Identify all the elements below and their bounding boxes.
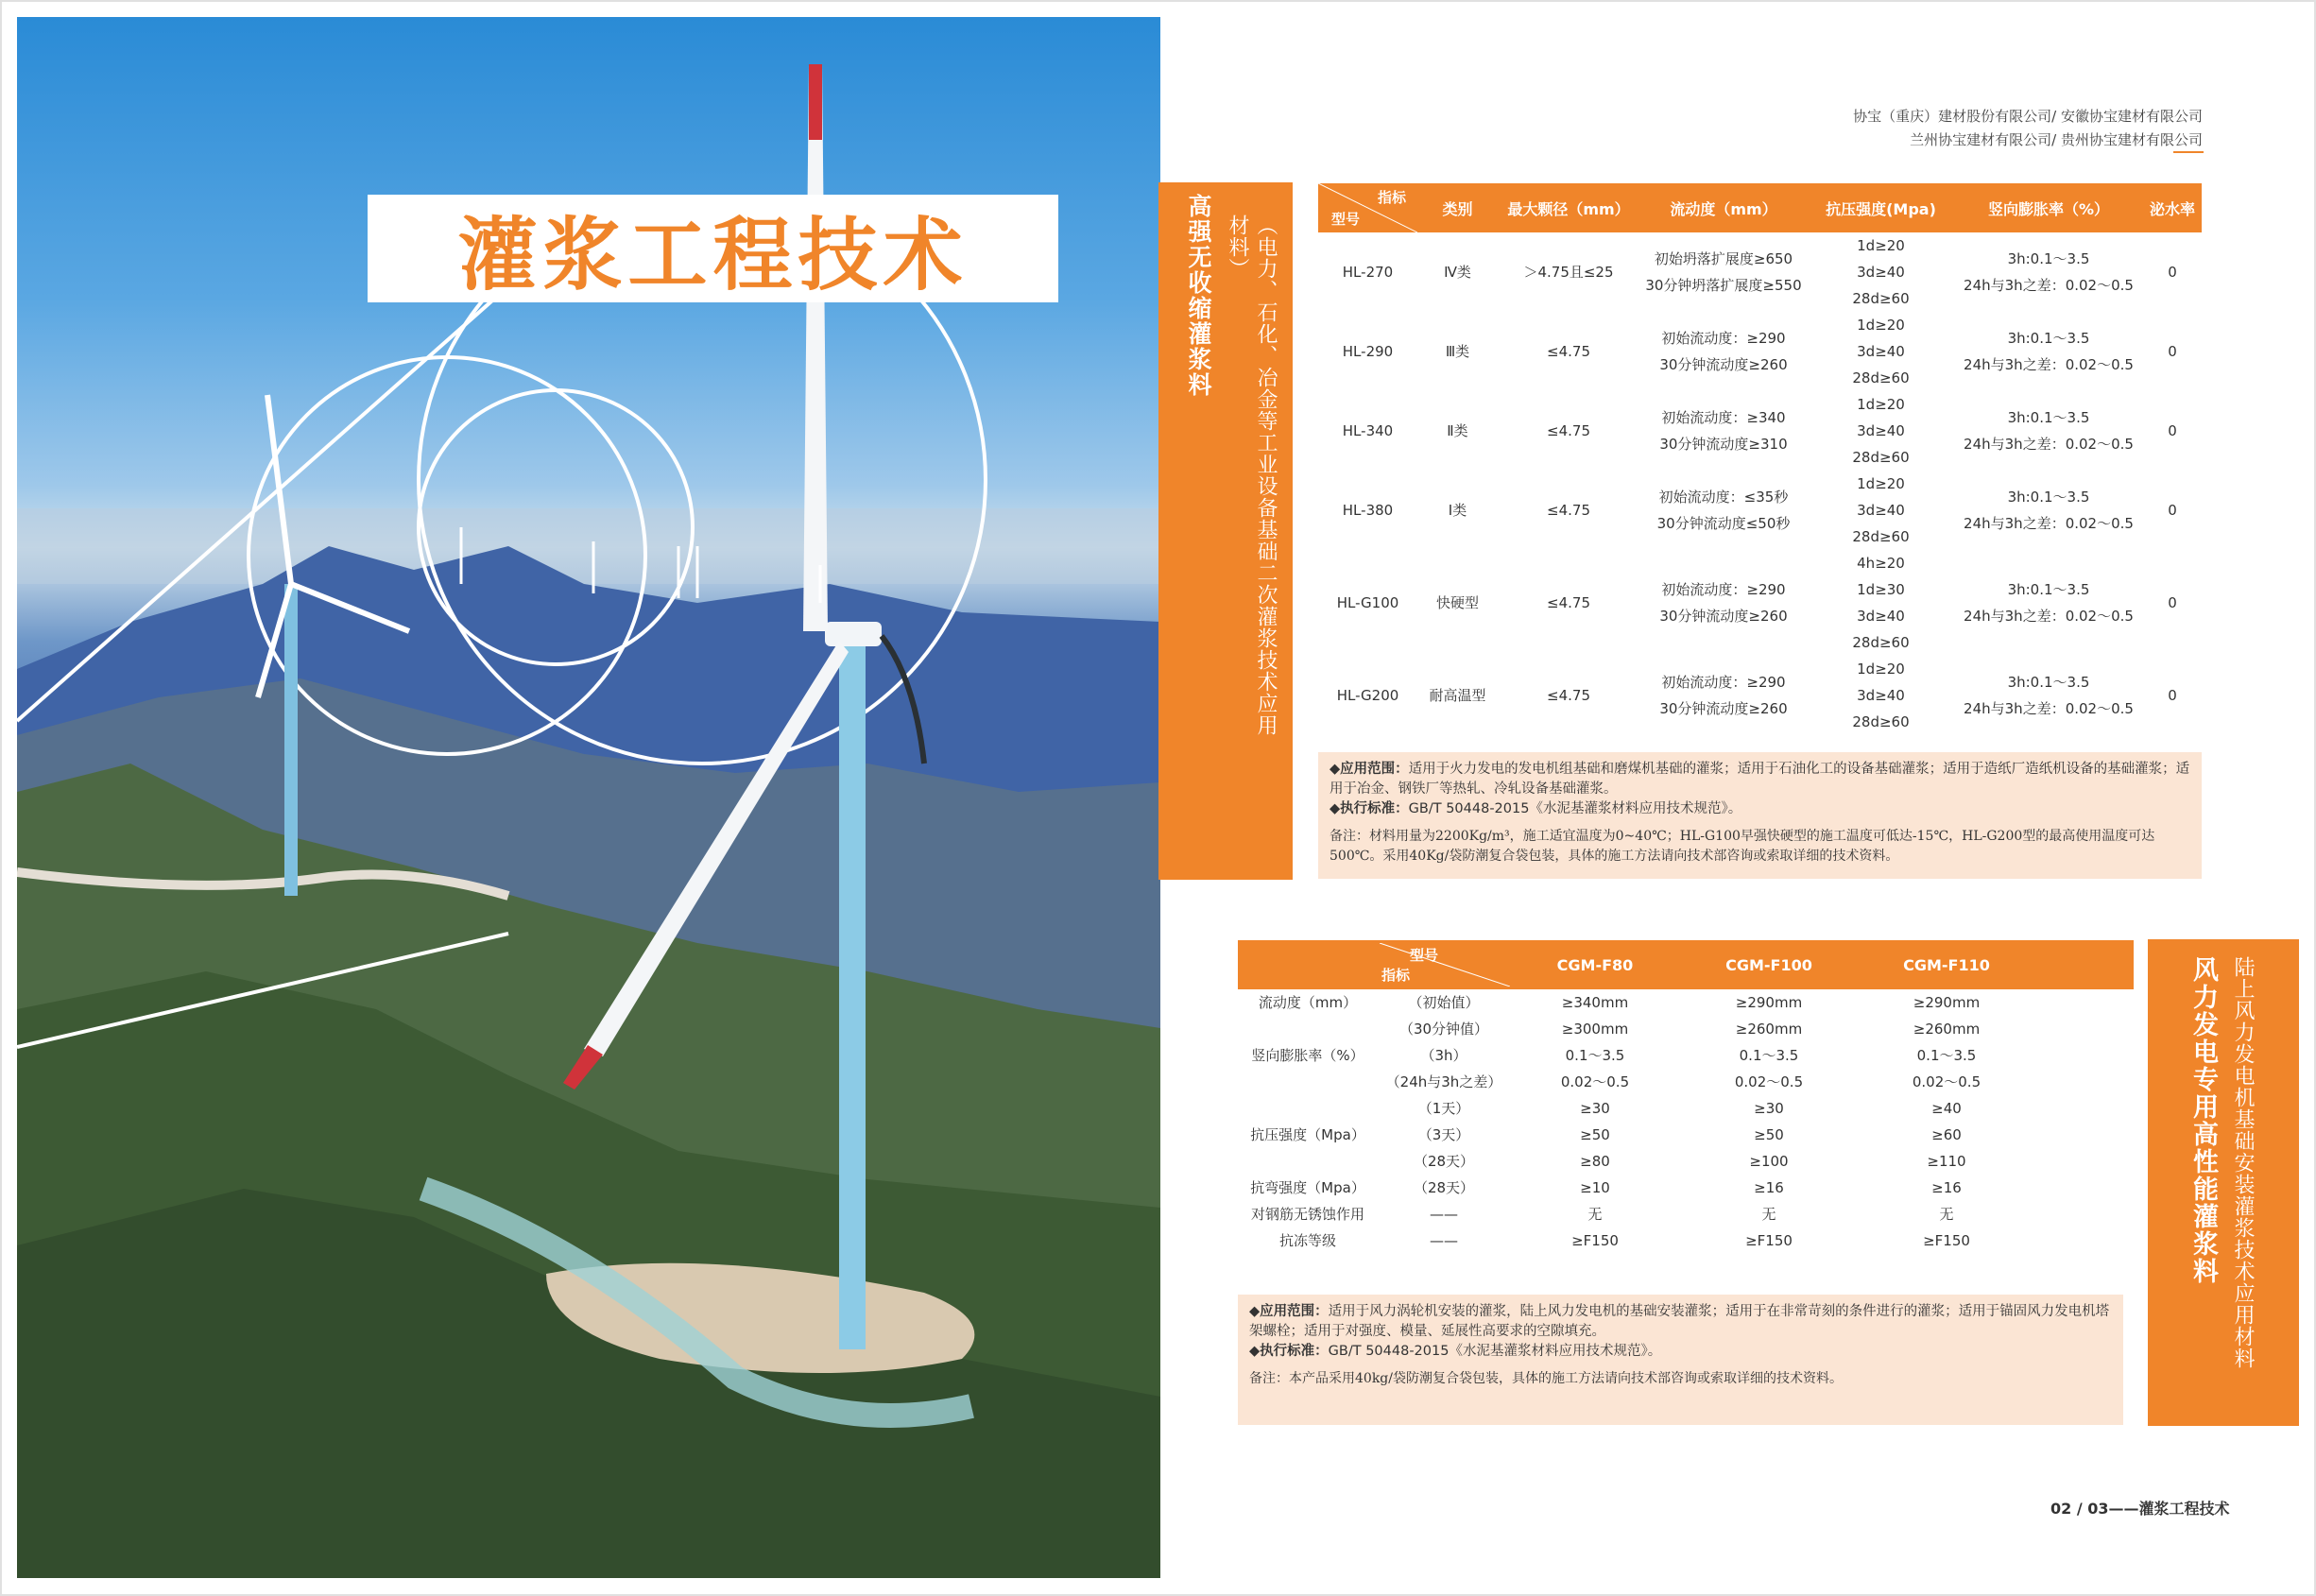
expansion-line: 3h:0.1～3.5 <box>2007 489 2090 506</box>
table-row <box>1318 656 2202 735</box>
table-row <box>1318 232 2202 312</box>
cell-value: ≥50 <box>1580 1126 1610 1143</box>
table-row <box>1238 1042 2134 1069</box>
cell-expansion <box>1954 471 2143 550</box>
strength-line: 28d≥60 <box>1852 634 1910 651</box>
cell-empty <box>2035 1016 2134 1042</box>
table-row <box>1318 550 2202 656</box>
cell-sub: —— <box>1430 1232 1458 1249</box>
strength-line: 3d≥40 <box>1857 264 1905 281</box>
cell-expansion <box>1954 550 2143 656</box>
section1-tab <box>1158 182 1293 880</box>
col-header: 类别 <box>1417 183 1498 232</box>
strength-line: 3d≥40 <box>1857 608 1905 625</box>
cell-value: 无 <box>1587 1206 1603 1223</box>
cell-grain: ≤4.75 <box>1547 594 1590 611</box>
cell-empty <box>2035 1122 2134 1148</box>
flow-line: 初始流动度：≥290 <box>1661 330 1786 347</box>
cell-metric <box>1238 1095 1378 1122</box>
strength-line: 1d≥20 <box>1857 475 1905 492</box>
section1-tab-subtitle: （电力、石化、冶金等工业设备基础二次灌浆技术应用材料） <box>1226 215 1278 736</box>
cell-sub: （28天） <box>1413 1153 1475 1170</box>
strength-line: 4h≥20 <box>1857 555 1905 572</box>
expansion-line: 3h:0.1～3.5 <box>2007 330 2090 347</box>
cell-flow <box>1639 471 1808 550</box>
col-header: 竖向膨胀率（%） <box>1954 183 2143 232</box>
cell-flow <box>1639 312 1808 391</box>
cell-metric: 竖向膨胀率（%） <box>1251 1047 1364 1064</box>
cell-sub: （28天） <box>1413 1179 1475 1196</box>
cell-metric: 对钢筋无锈蚀作用 <box>1250 1206 1364 1223</box>
cell-value: ≥F150 <box>1571 1232 1619 1249</box>
cell-value: 无 <box>1939 1206 1954 1223</box>
strength-line: 3d≥40 <box>1857 687 1905 704</box>
corner-top-label: 型号 <box>1410 947 1439 964</box>
cell-expansion <box>1954 312 2143 391</box>
col-header: 流动度（mm） <box>1639 183 1808 232</box>
col-header-empty <box>2035 940 2134 989</box>
table-row <box>1238 1016 2134 1042</box>
cell-empty <box>2035 1175 2134 1201</box>
cell-category: 耐高温型 <box>1429 687 1486 704</box>
cell-grain: ≤4.75 <box>1547 343 1590 360</box>
corner-header <box>1238 940 1510 989</box>
standard-label: ◆执行标准： <box>1249 1344 1329 1359</box>
cell-value: ≥300mm <box>1561 1021 1629 1038</box>
strength-line: 3d≥40 <box>1857 343 1905 360</box>
company-line-1: 协宝（重庆）建材股份有限公司/ 安徽协宝建材有限公司 <box>1853 108 2203 125</box>
strength-line: 28d≥60 <box>1852 713 1910 730</box>
cell-flow <box>1639 656 1808 735</box>
cell-expansion <box>1954 656 2143 735</box>
grout-spec-table <box>1318 183 2202 735</box>
strength-line: 3d≥40 <box>1857 502 1905 519</box>
cell-value: 0.1～3.5 <box>1565 1047 1625 1064</box>
table-row <box>1318 471 2202 550</box>
cell-expansion <box>1954 391 2143 471</box>
flow-line: 30分钟流动度≥260 <box>1659 700 1788 717</box>
header-accent-line <box>2173 151 2204 153</box>
cell-value: ≥260mm <box>1735 1021 1803 1038</box>
cell-model: HL-G200 <box>1336 687 1399 704</box>
scope-text: 适用于风力涡轮机安装的灌浆，陆上风力发电机的基础安装灌浆；适用于在非常苛刻的条件进行的灌浆；适用于锚固风力发电机塔架螺栓；适用于对强度、模量、延展性高要求的空隙填充。 <box>1249 1304 2110 1339</box>
cell-strength <box>1808 391 1954 471</box>
cell-bleed: 0 <box>2168 422 2177 439</box>
table-row <box>1238 1201 2134 1227</box>
cell-value: 0.02～0.5 <box>1734 1073 1804 1090</box>
cell-sub: （3天） <box>1417 1126 1470 1143</box>
cell-metric: 抗弯强度（Mpa） <box>1250 1179 1365 1196</box>
cell-flow <box>1639 232 1808 312</box>
cell-value: ≥F150 <box>1923 1232 1970 1249</box>
cell-category: Ⅳ类 <box>1444 264 1471 281</box>
cell-empty <box>2035 1042 2134 1069</box>
corner-bottom-label: 型号 <box>1331 211 1361 228</box>
cell-sub: （1天） <box>1417 1100 1470 1117</box>
cell-strength <box>1808 232 1954 312</box>
cell-sub: （3h） <box>1420 1047 1467 1064</box>
cell-sub: —— <box>1430 1206 1458 1223</box>
table-row <box>1238 1175 2134 1201</box>
cell-bleed: 0 <box>2168 264 2177 281</box>
table-row <box>1318 391 2202 471</box>
cell-metric <box>1238 1016 1378 1042</box>
scope-label: ◆应用范围： <box>1330 762 1409 777</box>
cell-value: ≥110 <box>1927 1153 1966 1170</box>
expansion-line: 3h:0.1～3.5 <box>2007 581 2090 598</box>
note-text: 备注：材料用量为2200Kg/m³，施工适宜温度为0~40℃；HL-G100早强快硬型的施工温度可低达-15℃，HL-G200型的最高使用温度可达500℃。采用40Kg/袋防潮复合袋包装，具体的施工方法请向技术部咨询或索取详细的技术资料。 <box>1330 829 2155 864</box>
section2-tab-subtitle: 陆上风力发电机基础安装灌浆技术应用材料 <box>2231 956 2255 1369</box>
standard-text: GB/T 50448-2015《水泥基灌浆材料应用技术规范》。 <box>1328 1344 1662 1359</box>
cell-category: Ⅰ类 <box>1448 502 1467 519</box>
cell-value: 无 <box>1761 1206 1776 1223</box>
cell-empty <box>2035 1069 2134 1095</box>
cell-value: ≥80 <box>1580 1153 1610 1170</box>
cell-value: ≥40 <box>1931 1100 1962 1117</box>
cell-value: ≥290mm <box>1913 994 1981 1011</box>
cell-metric: 抗压强度（Mpa） <box>1250 1126 1365 1143</box>
section1-tab-title: 高强无收缩灌浆料 <box>1185 194 1212 398</box>
flow-line: 初始流动度：≥290 <box>1661 581 1786 598</box>
cell-model: HL-290 <box>1342 343 1394 360</box>
cell-value: 0.02～0.5 <box>1560 1073 1630 1090</box>
expansion-line: 24h与3h之差：0.02～0.5 <box>1964 356 2134 373</box>
cell-value: 0.02～0.5 <box>1912 1073 1981 1090</box>
corner-bottom-label: 指标 <box>1381 967 1411 984</box>
cell-value: ≥F150 <box>1745 1232 1793 1249</box>
flow-line: 初始流动度：≥290 <box>1661 674 1786 691</box>
cell-empty <box>2035 1227 2134 1254</box>
corner-top-label: 指标 <box>1377 189 1406 206</box>
cell-metric <box>1238 1148 1378 1175</box>
cell-expansion <box>1954 232 2143 312</box>
expansion-line: 3h:0.1～3.5 <box>2007 674 2090 691</box>
table-row <box>1238 989 2134 1016</box>
table-row <box>1318 312 2202 391</box>
strength-line: 28d≥60 <box>1852 290 1910 307</box>
cell-grain: ≤4.75 <box>1547 502 1590 519</box>
cell-sub: （初始值） <box>1408 994 1480 1011</box>
cell-metric: 抗冻等级 <box>1278 1232 1336 1249</box>
expansion-line: 24h与3h之差：0.02～0.5 <box>1964 515 2134 532</box>
strength-line: 3d≥40 <box>1857 422 1905 439</box>
expansion-line: 24h与3h之差：0.02～0.5 <box>1964 277 2134 294</box>
cell-grain: ＞4.75且≤25 <box>1523 264 1614 281</box>
cell-model: HL-380 <box>1342 502 1394 519</box>
cell-empty <box>2035 1201 2134 1227</box>
cell-value: ≥260mm <box>1913 1021 1981 1038</box>
cell-bleed: 0 <box>2168 502 2177 519</box>
flow-line: 初始流动度：≥340 <box>1661 409 1786 426</box>
cell-value: ≥340mm <box>1561 994 1629 1011</box>
cell-value: ≥16 <box>1754 1179 1784 1196</box>
col-header: CGM-F100 <box>1680 940 1858 989</box>
cell-strength <box>1808 656 1954 735</box>
cell-value: ≥60 <box>1931 1126 1962 1143</box>
flow-line: 30分钟流动度≤50秒 <box>1656 515 1791 532</box>
strength-line: 1d≥20 <box>1857 237 1905 254</box>
cell-metric: 流动度（mm） <box>1258 994 1358 1011</box>
cell-model: HL-340 <box>1342 422 1394 439</box>
wind-grout-spec-table <box>1238 940 2134 1254</box>
table-row <box>1238 1069 2134 1095</box>
flow-line: 初始坍落扩展度≥650 <box>1654 250 1793 267</box>
strength-line: 1d≥30 <box>1857 581 1905 598</box>
cell-value: ≥50 <box>1754 1126 1784 1143</box>
cell-value: 0.1～3.5 <box>1739 1047 1799 1064</box>
cell-sub: （24h与3h之差） <box>1385 1073 1502 1090</box>
table-row <box>1238 1122 2134 1148</box>
cell-flow <box>1639 550 1808 656</box>
cell-grain: ≤4.75 <box>1547 422 1590 439</box>
strength-line: 28d≥60 <box>1852 449 1910 466</box>
cell-value: ≥290mm <box>1735 994 1803 1011</box>
col-header: CGM-F80 <box>1510 940 1680 989</box>
strength-line: 1d≥20 <box>1857 396 1905 413</box>
cell-strength <box>1808 312 1954 391</box>
scope-text: 适用于火力发电的发电机组基础和磨煤机基础的灌浆；适用于石油化工的设备基础灌浆；适用于造纸厂造纸机设备的基础灌浆；适用于冶金、钢铁厂等热轧、冷轧设备基础灌浆。 <box>1330 762 2190 797</box>
cell-value: 0.1～3.5 <box>1916 1047 1977 1064</box>
table-row <box>1238 1148 2134 1175</box>
table-row <box>1238 1227 2134 1254</box>
expansion-line: 3h:0.1～3.5 <box>2007 409 2090 426</box>
strength-line: 1d≥20 <box>1857 661 1905 678</box>
cell-empty <box>2035 1148 2134 1175</box>
section2-tab <box>2148 939 2299 1426</box>
scope-label: ◆应用范围： <box>1249 1304 1329 1319</box>
cell-bleed: 0 <box>2168 594 2177 611</box>
cell-value: ≥30 <box>1754 1100 1784 1117</box>
page-number: 02 / 03——灌浆工程技术 <box>2050 1500 2230 1518</box>
table-row <box>1238 1095 2134 1122</box>
cell-value: ≥10 <box>1580 1179 1610 1196</box>
cell-value: ≥30 <box>1580 1100 1610 1117</box>
cell-model: HL-G100 <box>1336 594 1399 611</box>
flow-line: 30分钟坍落扩展度≥550 <box>1645 277 1802 294</box>
page-title: 灌浆工程技术 <box>457 208 969 301</box>
cell-strength <box>1808 550 1954 656</box>
col-header: 抗压强度(Mpa) <box>1808 183 1954 232</box>
section2-tab-title: 风力发电专用高性能灌浆料 <box>2188 956 2218 1285</box>
cell-grain: ≤4.75 <box>1547 687 1590 704</box>
col-header: 最大颗径（mm） <box>1498 183 1639 232</box>
cell-category: Ⅱ类 <box>1447 422 1468 439</box>
cell-empty <box>2035 989 2134 1016</box>
expansion-line: 24h与3h之差：0.02～0.5 <box>1964 436 2134 453</box>
strength-line: 28d≥60 <box>1852 369 1910 386</box>
wind-turbine-photo <box>17 17 1160 1578</box>
cell-category: 快硬型 <box>1435 594 1479 611</box>
cell-value: ≥16 <box>1931 1179 1962 1196</box>
title-banner <box>368 195 1058 302</box>
flow-line: 30分钟流动度≥260 <box>1659 356 1788 373</box>
corner-header <box>1318 183 1417 232</box>
expansion-line: 24h与3h之差：0.02～0.5 <box>1964 700 2134 717</box>
expansion-line: 24h与3h之差：0.02～0.5 <box>1964 608 2134 625</box>
cell-model: HL-270 <box>1342 264 1394 281</box>
cell-bleed: 0 <box>2168 687 2177 704</box>
strength-line: 28d≥60 <box>1852 528 1910 545</box>
standard-text: GB/T 50448-2015《水泥基灌浆材料应用技术规范》。 <box>1408 801 1742 816</box>
cell-sub: （30分钟值） <box>1398 1021 1489 1038</box>
col-header: CGM-F110 <box>1858 940 2035 989</box>
cell-bleed: 0 <box>2168 343 2177 360</box>
expansion-line: 3h:0.1～3.5 <box>2007 250 2090 267</box>
cell-metric <box>1238 1069 1378 1095</box>
cell-strength <box>1808 471 1954 550</box>
section2-notes <box>1238 1295 2123 1425</box>
flow-line: 初始流动度：≤35秒 <box>1658 489 1789 506</box>
cell-empty <box>2035 1095 2134 1122</box>
cell-value: ≥100 <box>1749 1153 1789 1170</box>
note-text: 备注：本产品采用40kg/袋防潮复合袋包装，具体的施工方法请向技术部咨询或索取详细的技术资料。 <box>1249 1371 1843 1386</box>
cell-flow <box>1639 391 1808 471</box>
section1-notes <box>1318 752 2202 879</box>
flow-line: 30分钟流动度≥260 <box>1659 608 1788 625</box>
cell-category: Ⅲ类 <box>1445 343 1470 360</box>
standard-label: ◆执行标准： <box>1330 801 1409 816</box>
col-header: 泌水率 <box>2143 183 2202 232</box>
strength-line: 1d≥20 <box>1857 317 1905 334</box>
flow-line: 30分钟流动度≥310 <box>1659 436 1788 453</box>
company-line-2: 兰州协宝建材有限公司/ 贵州协宝建材有限公司 <box>1910 131 2203 148</box>
